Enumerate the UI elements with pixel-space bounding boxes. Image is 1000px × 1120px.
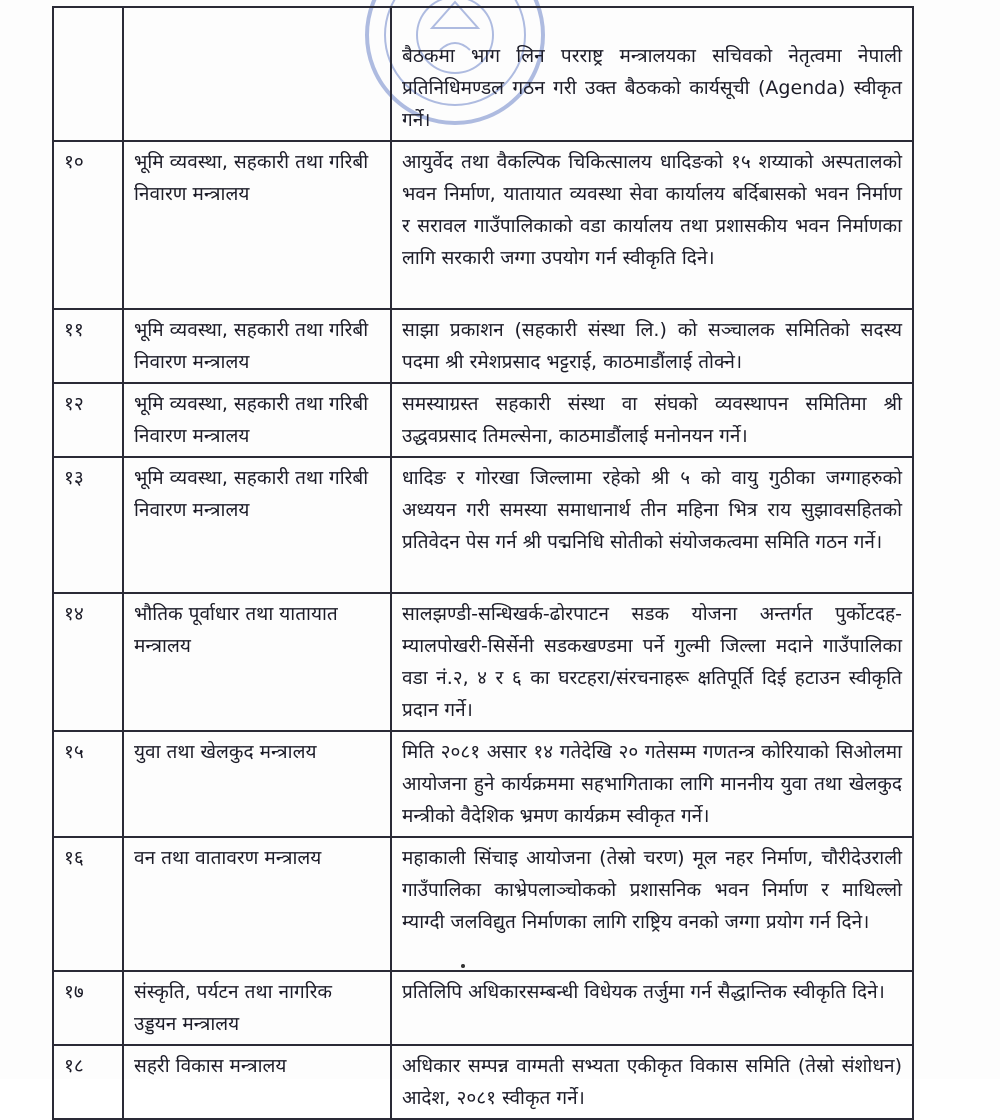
- row-number: १०: [53, 141, 123, 309]
- ministry-name: भौतिक पूर्वाधार तथा यातायात मन्त्रालय: [123, 593, 391, 731]
- decision-text: बैठकमा भाग लिन परराष्ट्र मन्त्रालयका सचिवको नेतृत्वमा नेपाली प्रतिनिधिमण्डल गठन गरी उक्त बैठकको कार्यसूची (Agenda) स्वीकृत गर्ने।: [391, 7, 913, 141]
- decision-text: समस्याग्रस्त सहकारी संस्था वा संघको व्यवस्थापन समितिमा श्री उद्धवप्रसाद तिमल्सेना, काठमाडौंलाई मनोनयन गर्ने।: [391, 383, 913, 457]
- row-number: १८: [53, 1045, 123, 1119]
- ministry-name: वन तथा वातावरण मन्त्रालय: [123, 837, 391, 971]
- decision-text: आयुर्वेद तथा वैकल्पिक चिकित्सालय धादिङको १५ शय्याको अस्पतालको भवन निर्माण, यातायात व्यवस्था सेवा कार्यालय बर्दिबासको भवन निर्माण र सरावल गाउँपालिकाको वडा कार्यालय तथा प्रशासकीय भवन निर्माणका लागि सरकारी जग्गा उपयोग गर्न स्वीकृति दिने।: [391, 141, 913, 309]
- table-row: [53, 593, 913, 731]
- cabinet-decisions-table: [52, 6, 914, 1120]
- decision-text: मिति २०८१ असार १४ गतेदेखि २० गतेसम्म गणतन्त्र कोरियाको सिओलमा आयोजना हुने कार्यक्रममा सहभागिताका लागि माननीय युवा तथा खेलकुद मन्त्रीको वैदेशिक भ्रमण कार्यक्रम स्वीकृत गर्ने।: [391, 731, 913, 837]
- row-number: १६: [53, 837, 123, 971]
- table-row: [53, 457, 913, 593]
- row-number: ११: [53, 309, 123, 383]
- decision-text: प्रतिलिपि अधिकारसम्बन्धी विधेयक तर्जुमा गर्न सैद्धान्तिक स्वीकृति दिने।: [391, 971, 913, 1045]
- table-row: [53, 1045, 913, 1119]
- decision-text: सालझण्डी-सन्धिखर्क-ढोरपाटन सडक योजना अन्तर्गत पुर्कोटदह-म्यालपोखरी-सिर्सेनी सडकखण्डमा पर्ने गुल्मी जिल्ला मदाने गाउँपालिका वडा नं.२, ४ र ६ का घरटहरा/संरचनाहरू क्षतिपूर्ति दिई हटाउन स्वीकृति प्रदान गर्ने।: [391, 593, 913, 731]
- decision-text: महाकाली सिंचाइ आयोजना (तेस्रो चरण) मूल नहर निर्माण, चौरीदेउराली गाउँपालिका काभ्रेपलाञ्चोकको प्रशासनिक भवन निर्माण र माथिल्लो म्याग्दी जलविद्युत निर्माणका लागि राष्ट्रिय वनको जग्गा प्रयोग गर्न दिने।: [391, 837, 913, 971]
- ministry-name: [123, 7, 391, 141]
- decision-text: अधिकार सम्पन्न वाग्मती सभ्यता एकीकृत विकास समिति (तेस्रो संशोधन) आदेश, २०८१ स्वीकृत गर्ने।: [391, 1045, 913, 1119]
- row-number: १५: [53, 731, 123, 837]
- row-number: १३: [53, 457, 123, 593]
- decision-text: धादिङ र गोरखा जिल्लामा रहेको श्री ५ को वायु गुठीका जग्गाहरुको अध्ययन गरी समस्या समाधानार्थ तीन महिना भित्र राय सुझावसहितको प्रतिवेदन पेस गर्न श्री पद्मनिधि सोतीको संयोजकत्वमा समिति गठन गर्ने।: [391, 457, 913, 593]
- table-row: [53, 837, 913, 971]
- ministry-name: सहरी विकास मन्त्रालय: [123, 1045, 391, 1119]
- ministry-name: भूमि व्यवस्था, सहकारी तथा गरिबी निवारण मन्त्रालय: [123, 383, 391, 457]
- row-number: १७: [53, 971, 123, 1045]
- table-row: [53, 141, 913, 309]
- ministry-name: युवा तथा खेलकुद मन्त्रालय: [123, 731, 391, 837]
- ministry-name: भूमि व्यवस्था, सहकारी तथा गरिबी निवारण मन्त्रालय: [123, 141, 391, 309]
- ink-dot: [461, 964, 465, 968]
- table-row: [53, 731, 913, 837]
- table-row: [53, 309, 913, 383]
- ministry-name: भूमि व्यवस्था, सहकारी तथा गरिबी निवारण मन्त्रालय: [123, 457, 391, 593]
- decision-text: साझा प्रकाशन (सहकारी संस्था लि.) को सञ्चालक समितिको सदस्य पदमा श्री रमेशप्रसाद भट्टराई, काठमाडौंलाई तोक्ने।: [391, 309, 913, 383]
- row-number: १२: [53, 383, 123, 457]
- ministry-name: संस्कृति, पर्यटन तथा नागरिक उड्डयन मन्त्रालय: [123, 971, 391, 1045]
- table-row: [53, 383, 913, 457]
- row-number: १४: [53, 593, 123, 731]
- row-number: [53, 7, 123, 141]
- table-row: [53, 7, 913, 141]
- table-row: [53, 971, 913, 1045]
- ministry-name: भूमि व्यवस्था, सहकारी तथा गरिबी निवारण मन्त्रालय: [123, 309, 391, 383]
